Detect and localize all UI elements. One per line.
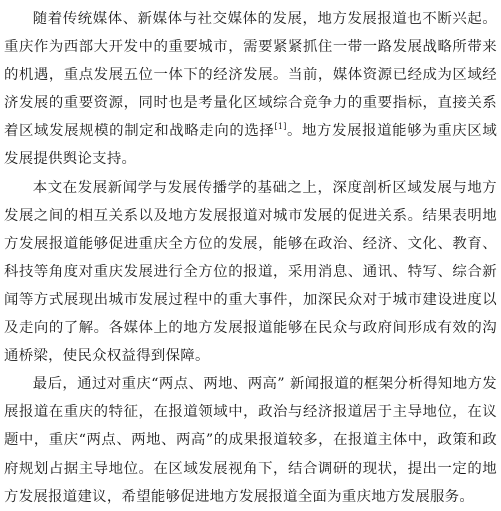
- paragraph-intro-text: 随着传统媒体、新媒体与社交媒体的发展，地方发展报道也不断兴起。重庆作为西部大开发中的重要城市，需要紧紧抓住一带一路发展战略所带来的机遇，重点发展五位一体下的经济发展。当前，媒体资源已经成为区域经济发展的重要资源，同时也是考量化区域综合竞争力的重要指标，直接关系着区域发展规模的制定和战略走向的选择: [4, 11, 497, 140]
- document-body: [4, 5, 497, 511]
- paragraph-intro-text-end: 。地方发展报道能够为重庆区域发展提供舆论支持。: [4, 123, 498, 168]
- paragraph-method: 本文在发展新闻学与发展传播学的基础之上，深度剖析区域发展与地方发展之间的相互关系以及地方发展报道对城市发展的促进关系。结果表明地方发展报道能够促进重庆全方位的发展，能够在政治、经济、文化、教育、科技等角度对重庆发展进行全方位的报道，采用消息、通讯、特写、综合新闻等方式展现出城市发展过程中的重大事件，加深民众对于城市建设进度以及走向的了解。各媒体上的地方发展报道能够在民众与政府间形成有效的沟通桥梁，使民众权益得到保障。: [4, 179, 497, 365]
- paragraph-intro: [4, 5, 497, 174]
- citation-marker: [1]: [274, 122, 287, 132]
- paragraph-conclusion: 最后，通过对重庆“两点、两地、两高” 新闻报道的框架分析得知地方发展报道在重庆的特征，在报道领域中，政治与经济报道居于主导地位，在议题中，重庆“两点、两地、两高”的成果报道较多，在报道主体中，政策和政府规划占据主导地位。在区域发展视角下，结合调研的现状，提出一定的地方发展报道建议，希望能够促进地方发展报道全面为重庆地方发展服务。: [4, 376, 497, 505]
